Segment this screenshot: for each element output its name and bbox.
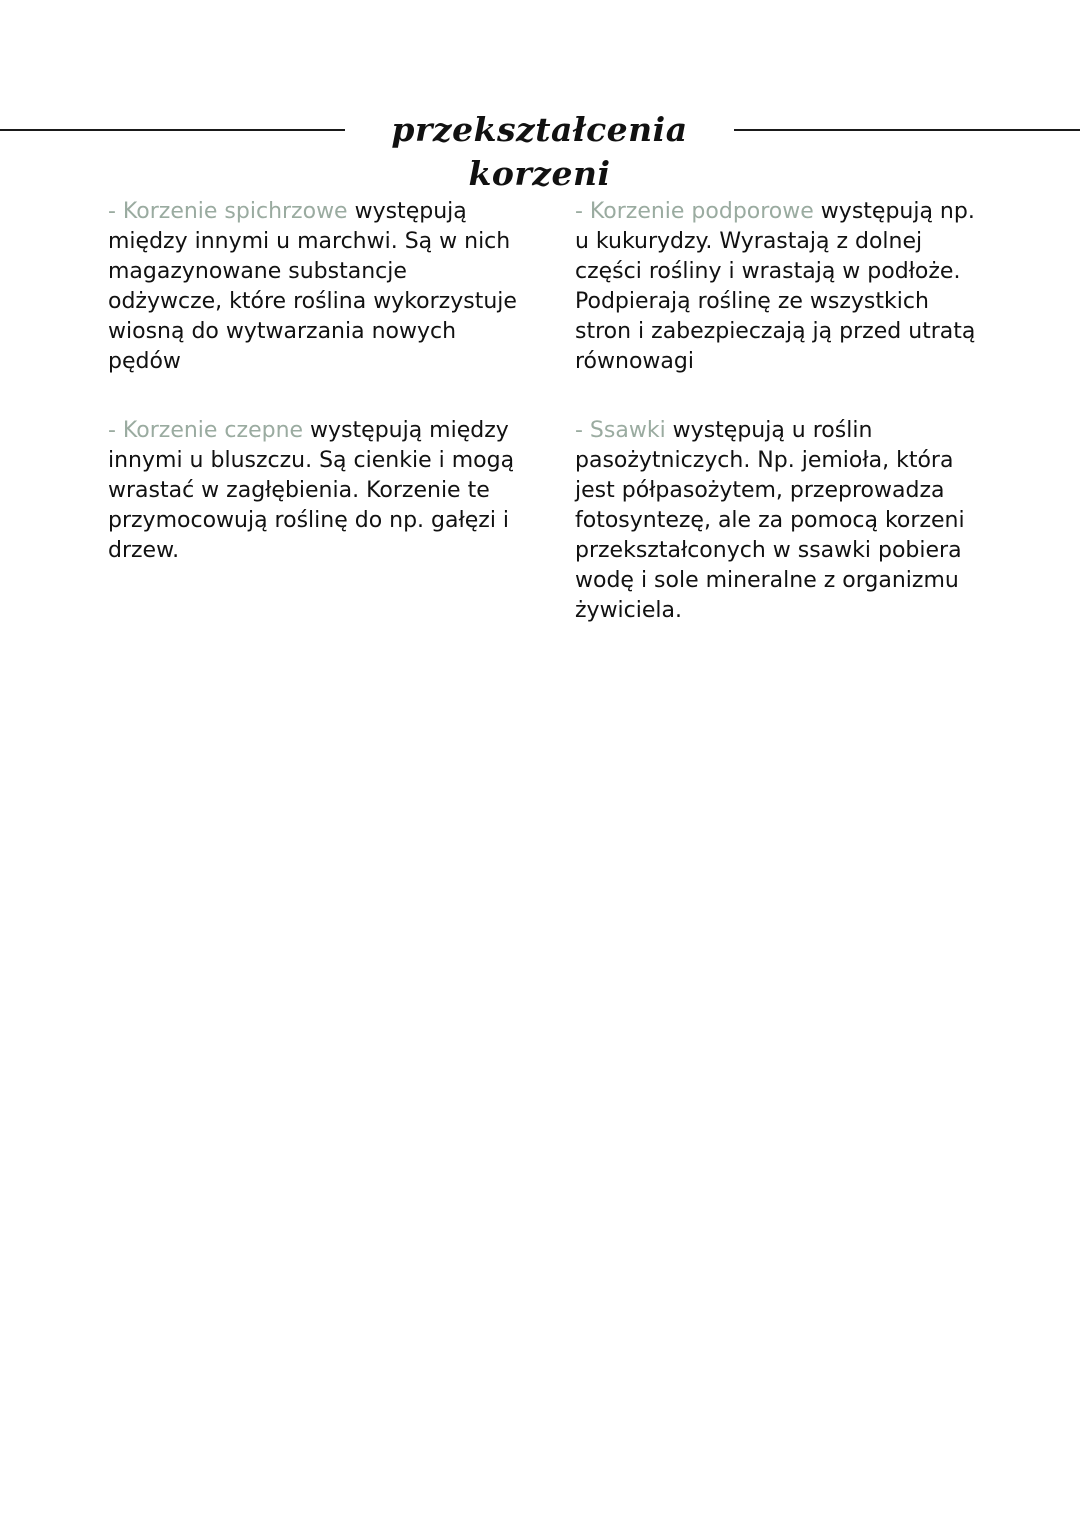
section-text-line: części rośliny i wrastają w podłoże. bbox=[575, 259, 961, 284]
page-title: przekształcenia korzeni bbox=[391, 110, 688, 193]
section-text-line: odżywcze, które roślina wykorzystuje bbox=[108, 289, 517, 314]
section-text-line: między innymi u marchwi. Są w nich bbox=[108, 229, 511, 254]
section-text-line: występują np. bbox=[813, 199, 975, 224]
section-first-line bbox=[108, 197, 517, 227]
section-text-line: magazynowane substancje bbox=[108, 259, 407, 284]
section-text-line: pasożytniczych. Np. jemioła, która bbox=[575, 448, 954, 473]
section-text-line: przekształconych w ssawki pobiera bbox=[575, 538, 962, 563]
section-text-line: występują u roślin bbox=[665, 418, 873, 443]
section-text-line: wodę i sole mineralne z organizmu bbox=[575, 568, 959, 593]
section-storage-roots bbox=[108, 197, 517, 377]
section-text-line: drzew. bbox=[108, 538, 180, 563]
section-prop-roots bbox=[575, 197, 975, 377]
section-first-line bbox=[108, 416, 514, 446]
section-text-line: Podpierają roślinę ze wszystkich bbox=[575, 289, 929, 314]
section-term: - Korzenie czepne bbox=[108, 418, 304, 443]
section-text-line: występują bbox=[347, 199, 467, 224]
section-text-line: występują między bbox=[303, 418, 509, 443]
section-text-line: żywiciela. bbox=[575, 598, 683, 623]
section-text-line: wrastać w zagłębienia. Korzenie te bbox=[108, 478, 490, 503]
section-text-line: fotosyntezę, ale za pomocą korzeni bbox=[575, 508, 965, 533]
section-term: - Korzenie podporowe bbox=[575, 199, 814, 224]
section-text-line: innymi u bluszczu. Są cienkie i mogą bbox=[108, 448, 515, 473]
header-rule-right bbox=[734, 129, 1080, 131]
section-text-line: równowagi bbox=[575, 349, 694, 374]
section-term: - Korzenie spichrzowe bbox=[108, 199, 348, 224]
section-term: - Ssawki bbox=[575, 418, 666, 443]
section-text-line: przymocowują roślinę do np. gałęzi i bbox=[108, 508, 510, 533]
section-first-line bbox=[575, 197, 975, 227]
section-text-line: u kukurydzy. Wyrastają z dolnej bbox=[575, 229, 923, 254]
section-text-line: jest półpasożytem, przeprowadza bbox=[575, 478, 945, 503]
header-rule-left bbox=[0, 129, 345, 131]
section-first-line bbox=[575, 416, 965, 446]
section-text-line: stron i zabezpieczają ją przed utratą bbox=[575, 319, 976, 344]
section-clinging-roots bbox=[108, 416, 514, 566]
section-text-line: pędów bbox=[108, 349, 181, 374]
section-haustoria bbox=[575, 416, 965, 626]
section-text-line: wiosną do wytwarzania nowych bbox=[108, 319, 457, 344]
